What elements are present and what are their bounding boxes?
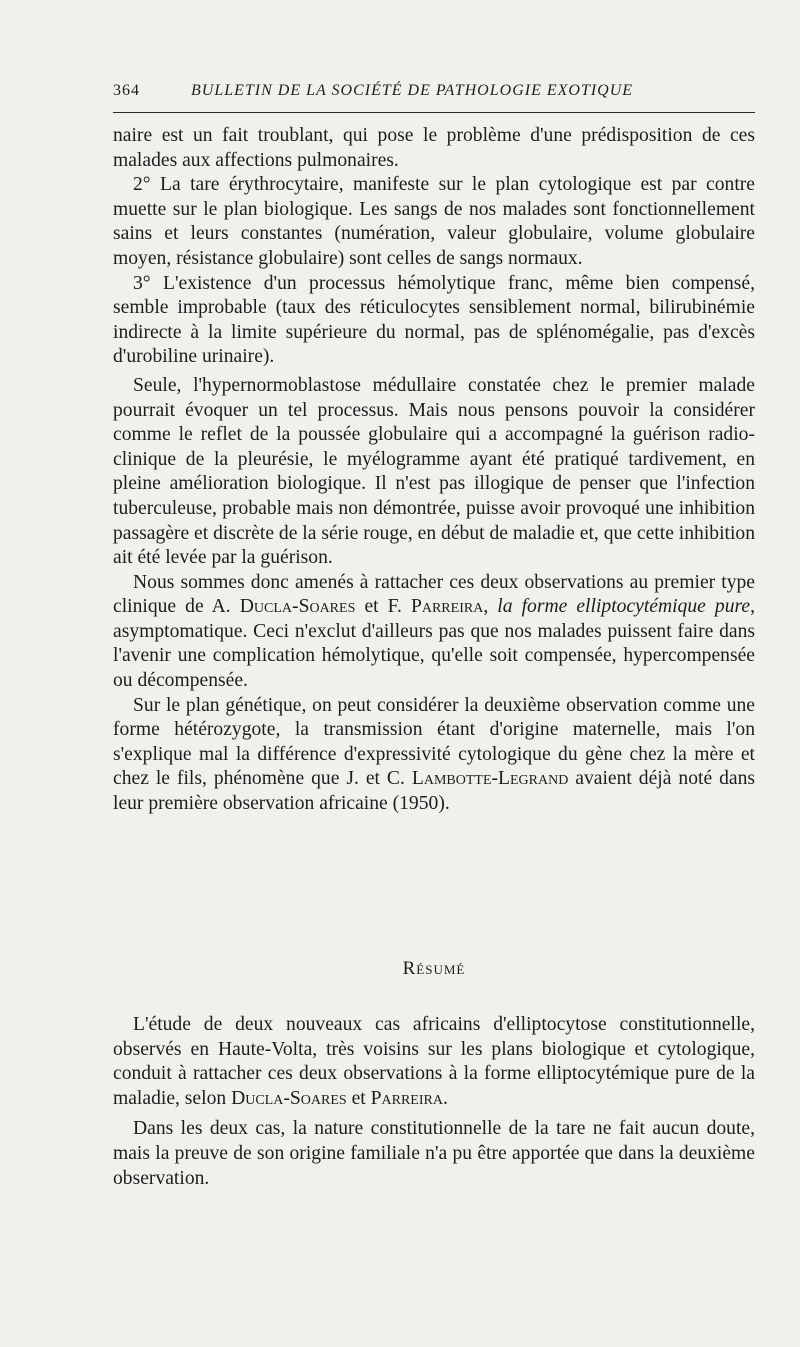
- italic-term: la forme elliptocytémique pure: [497, 596, 751, 618]
- author-parreira: Parreira: [410, 596, 484, 618]
- page-number: 364: [113, 82, 140, 99]
- author-ducla-soares: Ducla-Soares: [239, 596, 356, 618]
- section-heading-resume: Résumé: [402, 958, 466, 979]
- paragraph-5: [113, 571, 755, 694]
- main-text: [113, 124, 755, 817]
- paragraph-3: 3° L'existence d'un processus hémolytique franc, même bien compensé, semble improbable (taux des réticulocytes sensiblement normal, bilirubinémie indirecte à la limite supérieure du normal, pas de splénomégalie, pas d'excès d'urobiline urinaire).: [113, 272, 755, 368]
- summary-paragraph-2: Dans les deux cas, la nature constitutionnelle de la tare ne fait aucun doute, mais la preuve de son origine familiale n'a pu être apportée que dans la deuxième observation.: [113, 1118, 755, 1189]
- paragraph-6-text-b: avaient déjà noté dans leur première observation africaine (1950).: [113, 768, 756, 815]
- summary-1-text-c: .: [442, 1087, 448, 1109]
- header-rule: [113, 112, 755, 113]
- journal-title: BULLETIN DE LA SOCIÉTÉ DE PATHOLOGIE EXOTIQUE: [191, 82, 634, 99]
- summary-text: [113, 1013, 755, 1191]
- paragraph-5-text-b: et F.: [355, 596, 411, 618]
- paragraph-4: Seule, l'hypernormoblastose médullaire constatée chez le premier malade pourrait évoquer un tel processus. Mais nous pensons pouvoir la considérer comme le reflet de la poussée globulaire qui a accompagné la guérison radio-clinique de la pleurésie, le myélogramme ayant été pratiqué tardivement, en pleine amélioration biologique. Il n'est pas illogique de penser que l'infection tuberculeuse, probable mais non démontrée, puisse avoir provoqué une inhibition passagère et discrète de la série rouge, en début de maladie et, que cette inhibition ait été levée par la guérison.: [113, 374, 755, 569]
- summary-author-ducla-soares: Ducla-Soares: [231, 1087, 347, 1109]
- summary-author-parreira: Parreira: [370, 1087, 443, 1109]
- paragraph-6-text-a: Sur le plan génétique, on peut considérer la deuxième observation comme une forme hétérozygote, la transmission étant d'origine maternelle, mais l'on s'explique mal la différence d'expressivité cytologique du gène chez la mère et chez le fils, phénomène que J. et C.: [113, 694, 755, 790]
- summary-1-text-b: et: [346, 1087, 371, 1109]
- paragraph-6: [113, 694, 755, 817]
- summary-1-text-a: L'étude de deux nouveaux cas africains d'elliptocytose constitutionnelle, observés en Haute-Volta, très voisins sur les plans biologique et cytologique, conduit à rattacher ces deux observations à la forme elliptocytémique pure de la maladie, selon: [113, 1014, 755, 1109]
- paragraph-1: naire est un fait troublant, qui pose le problème d'une prédisposition de ces malades aux affections pulmonaires.: [113, 125, 755, 171]
- summary-paragraph-1: [113, 1013, 755, 1111]
- paragraph-5-text-c: ,: [483, 596, 498, 618]
- paragraph-5-text-d: , asymptomatique. Ceci n'exclut d'ailleurs pas que nos malades puissent faire dans l'avenir une complication hémolytique, qu'elle soit compensée, hypercompensée ou décompensée.: [113, 596, 756, 692]
- author-lambotte-legrand: Lambotte-Legrand: [411, 768, 569, 790]
- paragraph-2: 2° La tare érythrocytaire, manifeste sur le plan cytologique est par contre muette sur le plan biologique. Les sangs de nos malades sont fonctionnellement sains et leurs constantes (numération, valeur globulaire, volume globulaire moyen, résistance globulaire) sont celles de sangs normaux.: [113, 174, 755, 269]
- paragraph-5-text-a: Nous sommes donc amenés à rattacher ces deux observations au premier type clinique de A.: [113, 571, 755, 618]
